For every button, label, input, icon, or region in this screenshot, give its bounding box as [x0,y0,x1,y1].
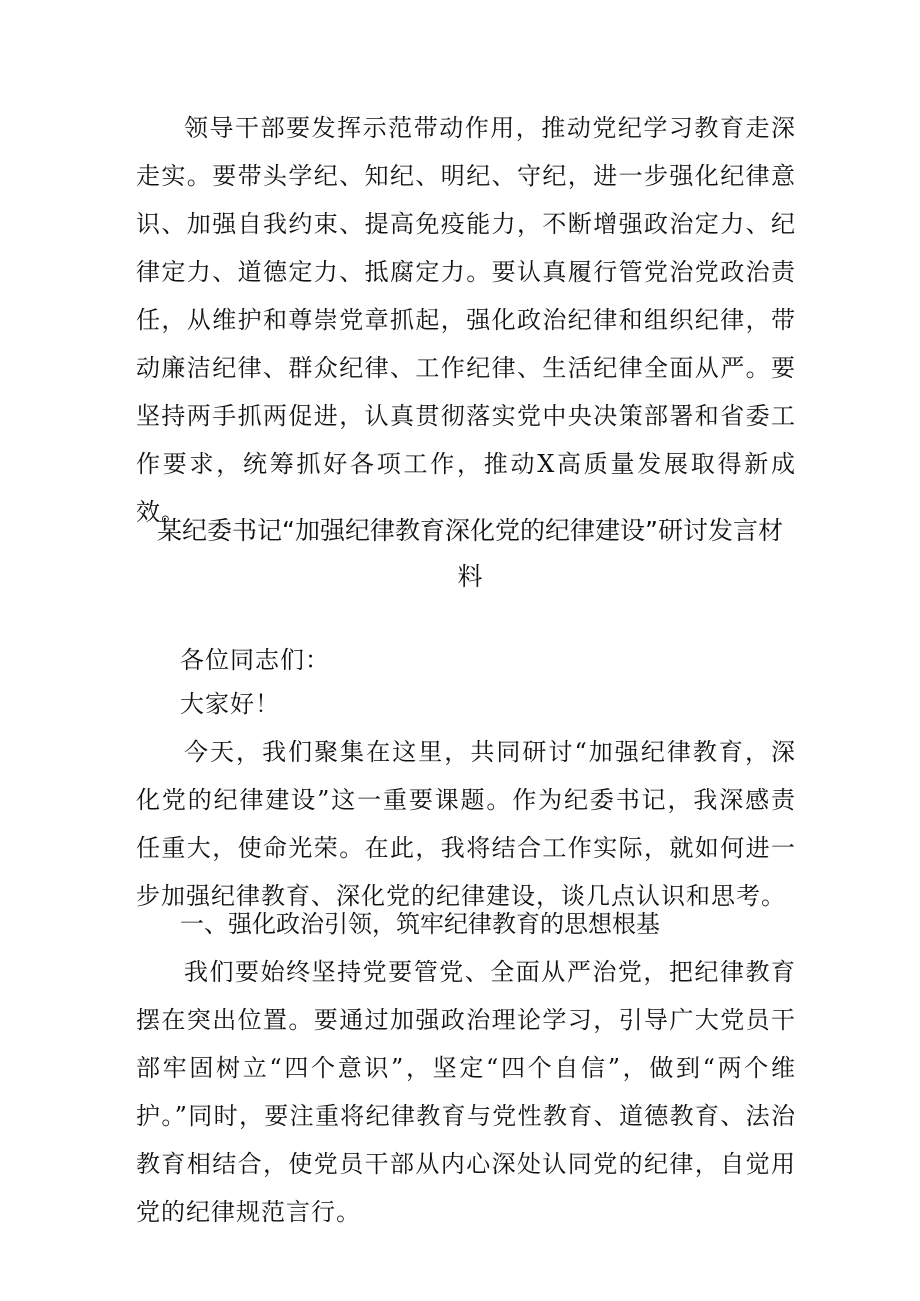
document-title: 某纪委书记“加强纪律教育深化党的纪律建设”研讨发言材料 [157,516,783,591]
body-paragraph-introduction: 今天，我们聚集在这里，共同研讨“加强纪律教育，深化党的纪律建设”这一重要课题。作为纪委书记，我深感责任重大，使命光荣。在此，我将结合工作实际，就如何进一步加强纪律教育、深化党的纪律建设，谈几点认识和思考。 [136,738,796,910]
salutation: 各位同志们： [180,646,330,674]
body-paragraph-discipline-leadership: 领导干部要发挥示范带动作用，推动党纪学习教育走深走实。要带头学纪、知纪、明纪、守纪，进一步强化纪律意识、加强自我约束、提高免疫能力，不断增强政治定力、纪律定力、道德定力、抵腐定力。要认真履行管党治党政治责任，从维护和尊崇党章抓起，强化政治纪律和组织纪律，带动廉洁纪律、群众纪律、工作纪律、生活纪律全面从严。要坚持两手抓两促进，认真贯彻落实党中央决策部署和省委工作要求，统筹抓好各项工作，推动X高质量发展取得新成效。 [136,114,796,526]
body-paragraph-political-guidance: 我们要始终坚持党要管党、全面从严治党，把纪律教育摆在突出位置。要通过加强政治理论学习，引导广大党员干部牢固树立“四个意识”，坚定“四个自信”，做到“两个维护。”同时，要注重将纪律教育与党性教育、道德教育、法治教育相结合，使党员干部从内心深处认同党的纪律，自觉用党的纪律规范言行。 [136,958,796,1226]
greeting: 大家好！ [180,690,280,718]
section-heading-1: 一、强化政治引领，筑牢纪律教育的思想根基 [180,910,660,938]
